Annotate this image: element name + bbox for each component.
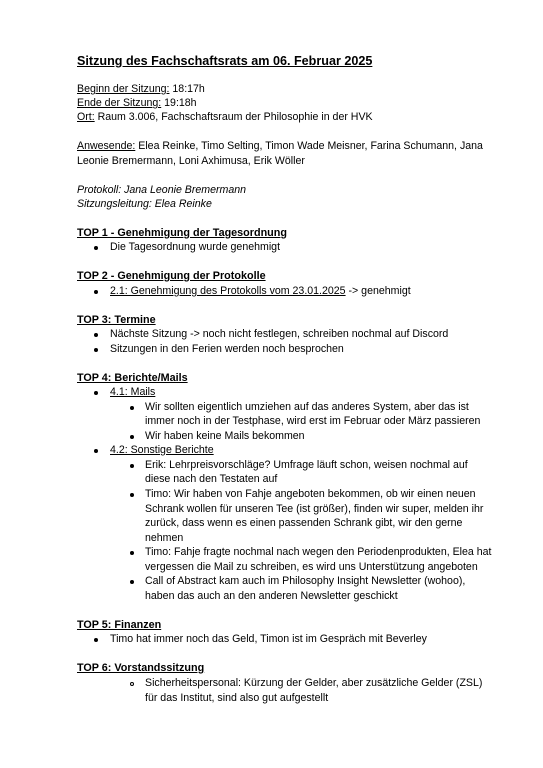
session-end-value: 19:18h (161, 97, 197, 109)
location-label: Ort: (77, 111, 95, 123)
reports-item-3-line-1: Timo: Fahje fragte nochmal nach wegen den Periodenprodukten, Elea hat (145, 546, 492, 558)
session-end-label: Ende der Sitzung: (77, 97, 162, 109)
top3-heading: TOP 3: Termine (77, 314, 156, 326)
protocol-link[interactable]: 2.1: Genehmigung des Protokolls vom 23.01.2025 (110, 285, 346, 297)
attendees-line-1 (77, 141, 483, 152)
reports-item-3-line-2: vergessen die Mail zu schreiben, es wird uns Unterstützung angeboten (145, 561, 478, 573)
protocol-writer: Protokoll: Jana Leonie Bremermann (77, 184, 247, 196)
reports-item-2-line-3: zurück, dass wenn es einen passenden Schrank gibt, wir den gerne (145, 517, 463, 529)
top2-item-1-rest: -> genehmigt (345, 285, 411, 297)
location-value: Raum 3.006, Fachschaftsraum der Philosophie in der HVK (94, 111, 373, 123)
mails-item-1-line-2: immer noch in der Testphase, wird erst im Februar oder März passieren (145, 415, 481, 427)
bullet-icon (130, 464, 134, 468)
bullet-icon (130, 406, 134, 410)
session-end (77, 98, 197, 109)
bullet-icon (94, 449, 98, 453)
attendees-line-2: Leonie Bremermann, Loni Axhimusa, Erik Wöller (77, 155, 305, 167)
top1-item-1: Die Tagesordnung wurde genehmigt (110, 241, 281, 253)
bullet-icon (94, 290, 98, 294)
top3-item-2: Sitzungen in den Ferien werden noch besprochen (110, 343, 344, 355)
reports-item-1-line-1: Erik: Lehrpreisvorschläge? Umfrage läuft schon, weisen nochmal auf (145, 459, 468, 471)
attendees-value: Elea Reinke, Timo Selting, Timon Wade Meisner, Farina Schumann, Jana (135, 140, 483, 152)
mails-item-2: Wir haben keine Mails bekommen (145, 430, 305, 442)
top4-sub-other-reports: 4.2: Sonstige Berichte (110, 444, 214, 456)
reports-item-2-line-1: Timo: Wir haben von Fahje angeboten bekommen, ob wir einen neuen (145, 488, 476, 500)
mails-item-1-line-1: Wir sollten eigentlich umziehen auf das anderes System, aber das ist (145, 401, 469, 413)
top5-item-1: Timo hat immer noch das Geld, Timon ist im Gespräch mit Beverley (110, 633, 427, 645)
bullet-icon (94, 333, 98, 337)
bullet-icon (94, 246, 98, 250)
bullet-icon (94, 348, 98, 352)
top6-heading: TOP 6: Vorstandssitzung (77, 662, 205, 674)
bullet-icon (94, 391, 98, 395)
bullet-icon (130, 493, 134, 497)
top1-heading: TOP 1 - Genehmigung der Tagesordnung (77, 227, 287, 239)
top6-item-1-line-2: für das Institut, sind also gut aufgestellt (145, 692, 329, 704)
attendees-label: Anwesende: (77, 140, 136, 152)
session-start-label: Beginn der Sitzung: (77, 83, 170, 95)
bullet-icon (130, 435, 134, 439)
session-chair: Sitzungsleitung: Elea Reinke (77, 198, 212, 210)
bullet-icon (130, 580, 134, 584)
top2-item-1 (110, 286, 411, 297)
page-title: Sitzung des Fachschaftsrats am 06. Februar 2025 (77, 54, 373, 68)
top4-heading: TOP 4: Berichte/Mails (77, 372, 188, 384)
reports-item-2-line-2: Schrank wollen für unseren Tee (ist größer), finden wir super, melden ihr (145, 503, 484, 515)
top3-item-1: Nächste Sitzung -> noch nicht festlegen, schreiben nochmal auf Discord (110, 328, 449, 340)
reports-item-4-line-1: Call of Abstract kam auch im Philosophy Insight Newsletter (wohoo), (145, 575, 466, 587)
top2-heading: TOP 2 - Genehmigung der Protokolle (77, 270, 266, 282)
bullet-icon (94, 638, 98, 642)
top4-sub-mails: 4.1: Mails (110, 386, 156, 398)
session-start (77, 84, 205, 95)
reports-item-1-line-2: diese nach den Testaten auf (145, 473, 278, 485)
session-start-value: 18:17h (169, 83, 205, 95)
reports-item-2-line-4: nehmen (145, 532, 184, 544)
reports-item-4-line-2: haben das auch an den anderen Newsletter geschickt (145, 590, 398, 602)
session-location (77, 112, 373, 123)
top5-heading: TOP 5: Finanzen (77, 619, 162, 631)
top6-item-1-line-1: Sicherheitspersonal: Kürzung der Gelder, aber zusätzliche Gelder (ZSL) (145, 677, 483, 689)
hollow-bullet-icon (130, 682, 134, 686)
bullet-icon (130, 551, 134, 555)
